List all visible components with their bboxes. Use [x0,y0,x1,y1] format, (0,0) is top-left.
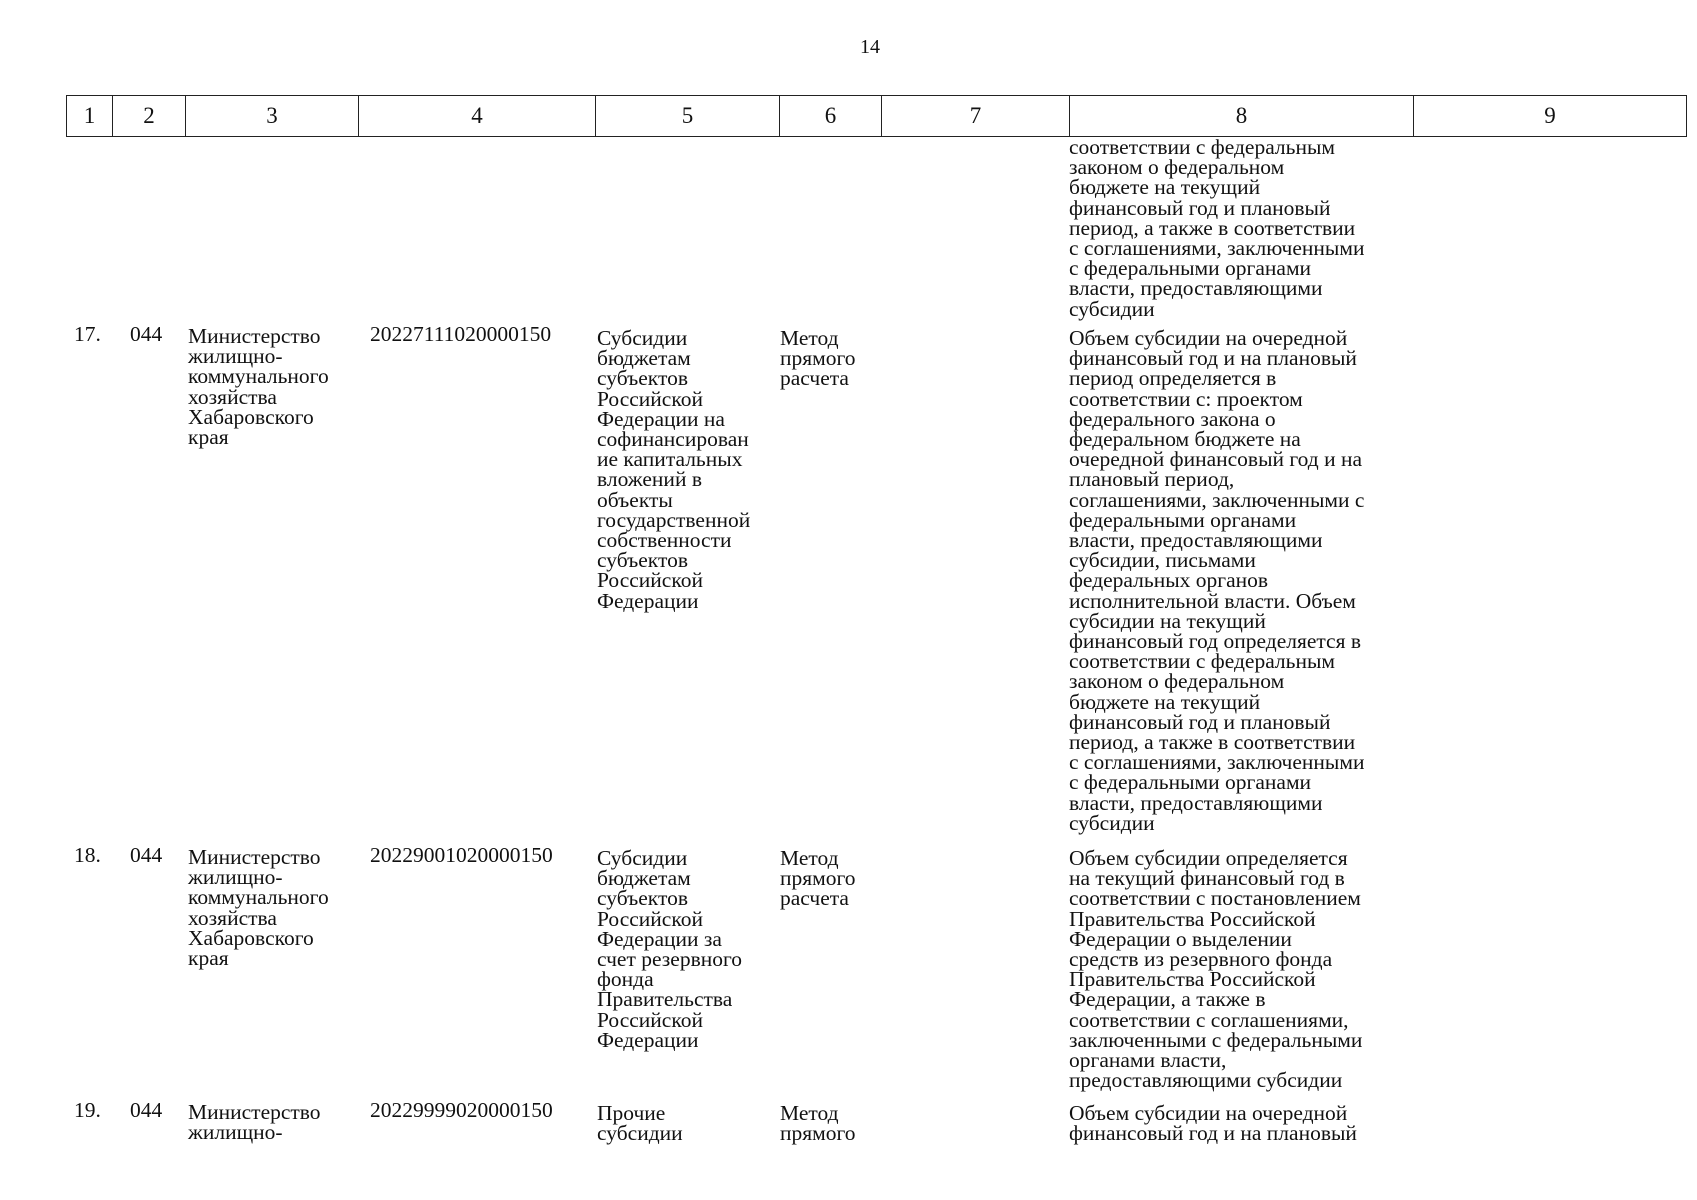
calculation-description: Объем субсидии на очередной финансовый год и на плановый [1069,1101,1357,1146]
calculation-method: Метод прямого расчета [780,326,856,391]
row-number: 19. [74,1098,101,1122]
calculation-description: Объем субсидии на очередной финансовый год и на плановый период определяется в соответствии с: проектом федерального закона о федеральном бюджете на очередной финансовый год и на плановый период, соглашениями, заключенными с федеральными органами власти, предоставляющими субсидии, письмами федеральных органов исполнительной власти. Объем субсидии на текущий финансовый год определяется в соответствии с федеральным законом о федеральном бюджете на текущий финансовый год и плановый период, а также в соответствии с соглашениями, заключенными с федеральными органами власти, предоставляющими субсидии [1069,326,1365,835]
column-header-9: 9 [1414,96,1687,137]
calculation-method: Метод прямого расчета [780,846,856,911]
budget-classification-code: 20227111020000150 [370,322,552,346]
calculation-description: Объем субсидии определяется на текущий финансовый год в соответствии с постановлением Правительства Российской Федерации о выделении средств из резервного фонда Правительства Российской Федерации, а также в соответствии с соглашениями, заключенными с федеральными органами власти, предоставляющими субсидии [1069,846,1363,1093]
admin-code: 044 [130,1098,163,1122]
page-number: 14 [860,36,880,58]
column-header-6: 6 [780,96,882,137]
budget-classification-code: 20229001020000150 [370,843,553,867]
row-number: 18. [74,843,101,867]
revenue-name: Субсидии бюджетам субъектов Российской Федерации на софинансирован ие капитальных вложений в объекты государственной собственности субъектов Российской Федерации [597,326,751,613]
administrator-name: Министерство жилищно- коммунального хозяйства Хабаровского края [188,845,329,971]
revenue-name: Прочие субсидии [597,1101,683,1146]
column-header-1: 1 [67,96,113,137]
row-number: 17. [74,322,101,346]
admin-code: 044 [130,843,163,867]
column-header-table [66,95,1687,137]
budget-classification-code: 20229999020000150 [370,1098,553,1122]
column-header-5: 5 [596,96,780,137]
column-header-8: 8 [1070,96,1414,137]
administrator-name: Министерство жилищно- коммунального хозяйства Хабаровского края [188,324,329,450]
administrator-name: Министерство жилищно- [188,1100,321,1145]
column-header-7: 7 [882,96,1070,137]
column-header-2: 2 [113,96,186,137]
admin-code: 044 [130,322,163,346]
calculation-method: Метод прямого [780,1101,856,1146]
revenue-name: Субсидии бюджетам субъектов Российской Федерации за счет резервного фонда Правительства Российской Федерации [597,846,743,1052]
column-header-3: 3 [186,96,359,137]
continuation-description: соответствии с федеральным законом о федеральном бюджете на текущий финансовый год и плановый период, а также в соответствии с соглашениями, заключенными с федеральными органами власти, предоставляющими субсидии [1069,135,1365,321]
column-header-4: 4 [359,96,596,137]
